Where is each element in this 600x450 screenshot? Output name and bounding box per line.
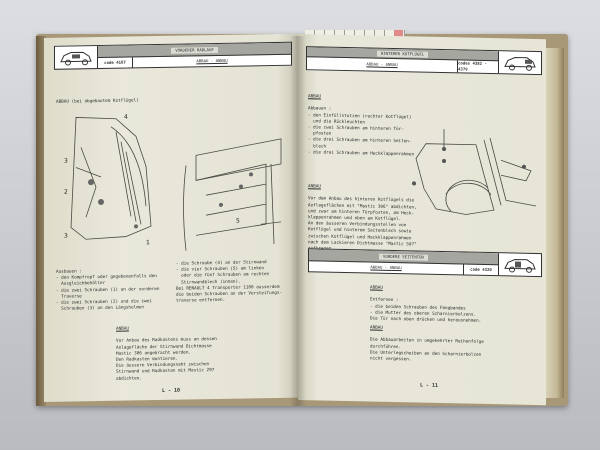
section-title: HINTERER KOTFLÜGEL — [377, 50, 428, 57]
text-line: Mastic 306 angebracht werden. — [116, 350, 192, 357]
text-line: abdichten. — [116, 375, 142, 382]
text-line: Auflageflächen mit "Mastic 306" abdichten, — [308, 202, 417, 211]
left-page — [44, 34, 298, 402]
step-line: Stirnwandblech (innen). — [176, 279, 241, 286]
text-line: Entfernen : — [370, 297, 399, 304]
step-line: Ausgleichbehälter — [56, 281, 106, 288]
wheel-arch-illustration — [56, 104, 286, 258]
steps-heading: Ausbauen : — [56, 269, 82, 275]
step-line: Bei RENAULT 4 Transporter 1100 ausserdem — [176, 284, 280, 292]
installation-heading: ANBAU — [116, 326, 129, 332]
text-line: und zwar am hinteren Türpfosten, am Heck- — [308, 209, 415, 217]
figure-label: 2 — [64, 188, 68, 196]
step-line: die beiden Schrauben an der Versteifungs- — [176, 290, 283, 298]
step-line: - die zwei Schrauben (2) und die zwei — [56, 299, 152, 306]
section-code: code 4167 — [98, 58, 133, 68]
text-line: - den Einfüllstutzen (rechter Kotflügel) — [308, 112, 412, 120]
text-line: pfosten — [308, 131, 332, 137]
text-line: klappenrahmen und oben am Kotflügel. — [308, 215, 402, 223]
removal-steps-col2 — [176, 260, 282, 305]
text-line: Abbauen : — [308, 106, 332, 113]
removal-section — [308, 94, 414, 158]
removal-heading: ABBAU — [308, 94, 321, 100]
page-number: L - 10 — [162, 387, 181, 394]
door-removal-section — [370, 286, 481, 326]
installation-heading: ANBAU — [308, 184, 321, 190]
section-subtitle: ABBAU - ANBAU — [196, 58, 228, 64]
car-thumbnail-icon — [55, 46, 98, 69]
car-thumbnail-icon — [498, 253, 541, 276]
section-subtitle: ABBAU - ANBAU — [370, 264, 402, 271]
text-line: - die drei Schrauben am hinteren Seiten- — [308, 137, 412, 145]
section-header-right-2 — [308, 248, 542, 277]
page-number: L - 11 — [420, 382, 439, 389]
section-header-left — [54, 42, 292, 70]
figure-label: 4 — [124, 113, 128, 121]
text-line: zwischen Kotflügel und Heckklappenrahmen — [308, 233, 412, 242]
text-line: und die Rückleuchten — [308, 119, 365, 126]
removal-heading: ABBAU — [370, 285, 383, 291]
door-installation-section — [370, 326, 484, 366]
text-line: Stirnwand und Radkasten mit Mastic 297 — [116, 368, 215, 376]
text-line: nicht vergessen. — [370, 356, 412, 363]
step-line: - die vier Schrauben (5) am linken — [176, 266, 264, 273]
text-line: nach dem Lackieren Dichtmasse "Mastic 507" — [308, 240, 417, 248]
text-line: Den Radkasten montieren. — [116, 356, 179, 363]
step-line: traverse entfernen. — [176, 298, 226, 304]
step-line: - den Kompfropf oder gegebenenfalls den — [56, 274, 157, 281]
removal-steps-col1 — [56, 268, 159, 313]
intro-text: ABBAU (bei abgebautem Kotflügel) — [56, 98, 139, 105]
step-line: - die Schraube (4) an der Stirnwand — [176, 260, 267, 267]
figure-label: 1 — [146, 239, 150, 247]
step-line: Schrauben (3) an den Längsholmen — [56, 305, 144, 313]
section-title: VORDERE SEITENTÜR — [379, 253, 428, 260]
text-line: Die Unterlegscheiben an den Scharnierbolzen — [370, 350, 482, 358]
text-line: - die zwei Schrauben am hinteren Tür- — [308, 125, 404, 133]
text-line: Kotflügel und hinterem Seitenblech sowie — [308, 227, 412, 235]
text-line: Die Tür nach oben drücken und herausnehmen. — [370, 316, 482, 324]
text-line: - die Mutter des oberen Scharnierbolzens. — [370, 310, 477, 318]
text-line: - die beiden Schrauben des Fangbandes — [370, 304, 466, 312]
section-code: code 4320 — [463, 265, 498, 275]
installation-section — [308, 184, 417, 255]
text-line: Vor dem Anbau des hinteren Kotflügels die — [308, 196, 415, 204]
text-line: durchführen. — [370, 344, 402, 350]
installation-heading: ANBAU — [370, 325, 383, 331]
figure-label: 5 — [236, 217, 240, 225]
section-subtitle: ABBAU - ANBAU — [366, 61, 398, 68]
step-line: oder die fünf Schrauben am rechten — [176, 272, 270, 280]
section-code: codes 4382 - 4379 — [457, 60, 498, 73]
text-line: Die äussere Verbindungsnaht zwischen — [116, 362, 210, 369]
step-line: - die zwei Schrauben (1) an der vorderen — [56, 286, 160, 294]
page-stack-right — [546, 48, 564, 398]
car-thumbnail-icon — [498, 51, 541, 74]
book-gutter — [290, 36, 306, 406]
text-line: Die Abbauarbeiten in umgekehrter Reihenfolge — [370, 337, 484, 346]
step-line: Traverse — [56, 294, 82, 300]
text-line: blech — [308, 143, 327, 150]
text-line: Vor Anbau des Radkastens muss an dessen — [116, 337, 217, 345]
figure-label: 3 — [64, 232, 68, 240]
figure-label: 3 — [64, 157, 68, 165]
right-page — [298, 34, 546, 405]
section-title: VORDERER RADLAUF — [171, 47, 218, 54]
section-header-right — [306, 46, 542, 75]
installation-section — [116, 325, 217, 383]
rear-fender-illustration — [406, 118, 541, 221]
text-line: An den äusseren Verbindungsstellen von — [308, 221, 407, 229]
text-line: Anlagefläche der Stirnwand Dichtmasse — [116, 343, 212, 351]
text-line: - die drei Schrauben am Heckklappenrahmen — [308, 150, 415, 158]
